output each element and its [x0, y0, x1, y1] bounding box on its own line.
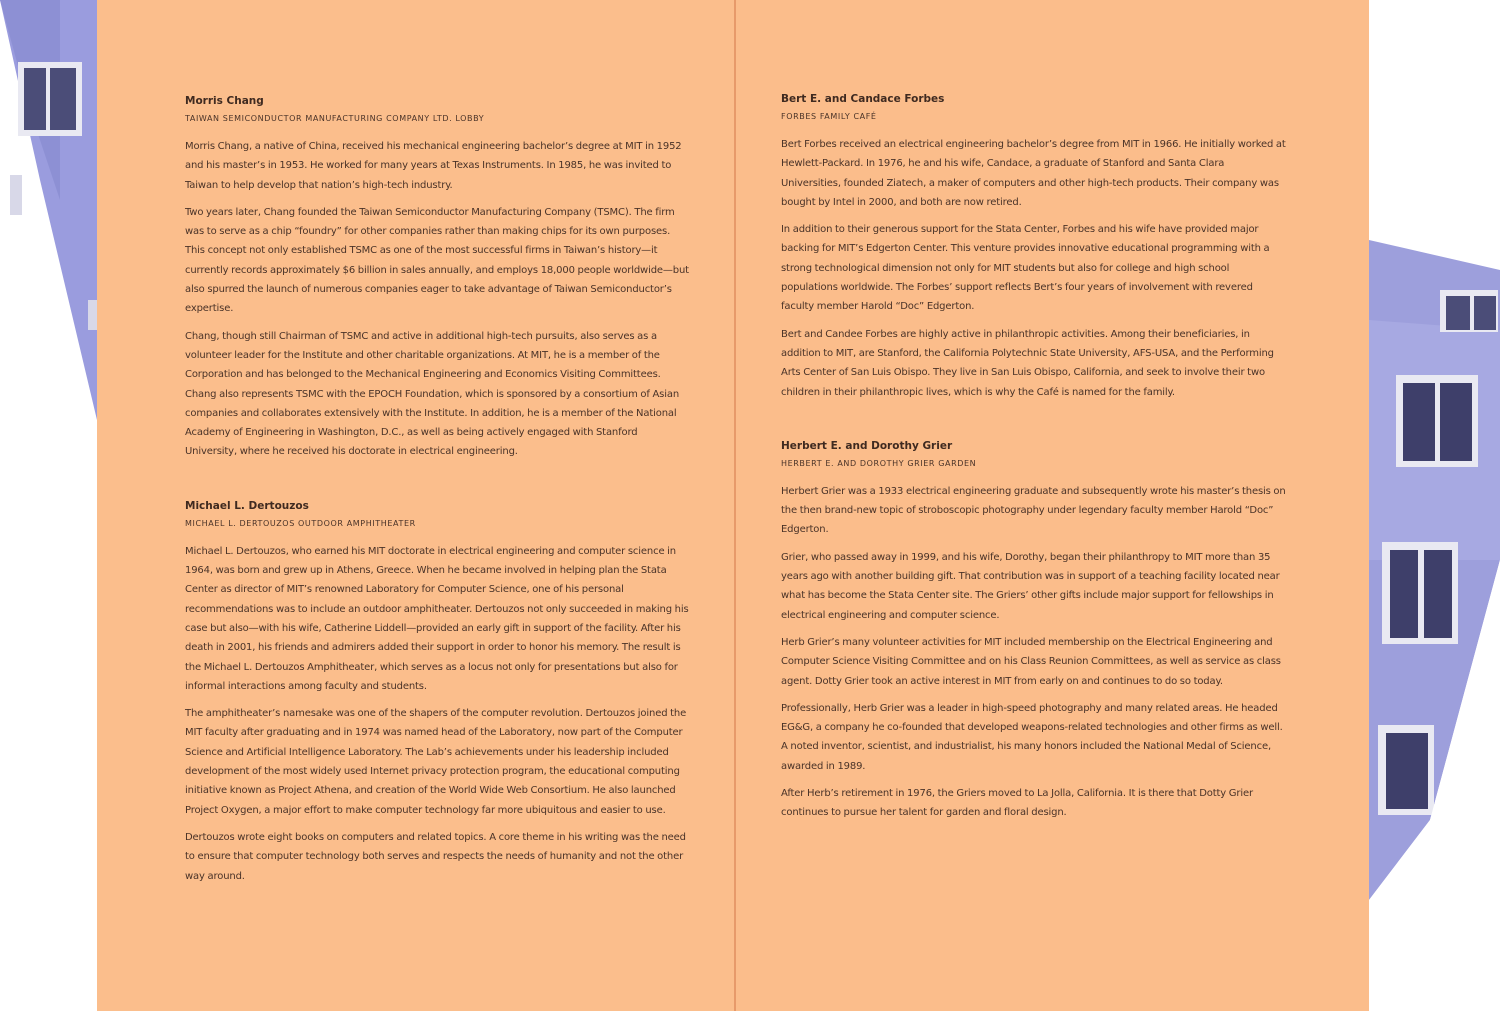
left-window-icon [18, 62, 82, 136]
left-column [185, 95, 690, 906]
section-subtitle: MICHAEL L. DERTOUZOS OUTDOOR AMPHITHEATER [185, 518, 416, 528]
paragraph: Herb Grier’s many volunteer activities for MIT included membership on the Electrical Engineering and Computer Science Visiting Committee and on his Class Reunion Committees, as well as service as class agent. Dotty Grier took an active interest in MIT from early on and continues to do so today. [781, 636, 1281, 687]
page-spine [734, 0, 736, 1011]
section-title: Michael L. Dertouzos [185, 499, 309, 512]
section-subtitle: TAIWAN SEMICONDUCTOR MANUFACTURING COMPANY LTD. LOBBY [185, 114, 485, 123]
right-column [781, 93, 1286, 843]
paragraph: After Herb’s retirement in 1976, the Griers moved to La Jolla, California. It is there that Dotty Grier continues to pursue her talent for garden and floral design. [781, 788, 1253, 819]
paragraph: Professionally, Herb Grier was a leader in high-speed photography and many related areas. He headed EG&G, a company he co-founded that developed weapons-related technologies and other firms as well. A noted inventor, scientist, and industrialist, his many honors included the National Medal of Science, awarded in 1989. [781, 702, 1283, 772]
section-title: Morris Chang [185, 95, 264, 107]
section-grier [781, 440, 1286, 823]
section-forbes [781, 93, 1286, 402]
paragraph: The amphitheater’s namesake was one of the shapers of the computer revolution. Dertouzos joined the MIT faculty after graduating and in 1974 was named head of the Laboratory, now part of the Computer Science and Artificial Intelligence Laboratory. The Lab’s achievements under his leadership included development of the most widely used Internet privacy protection program, the educational computing initiative known as Project Athena, and creation of the World Wide Web Consortium. He also launched Project Oxygen, a major effort to make computer technology far more ubiquitous and easier to use. [185, 708, 687, 816]
paragraph: Dertouzos wrote eight books on computers and related topics. A core theme in his writing was the need to ensure that computer technology both serves and respects the needs of humanity and not the other way around. [185, 831, 686, 882]
paragraph: Herbert Grier was a 1933 electrical engineering graduate and subsequently wrote his master’s thesis on the then brand-new topic of stroboscopic photography under legendary faculty member Harold “Doc” Edgerton. [781, 485, 1286, 536]
paragraph: Michael L. Dertouzos, who earned his MIT doctorate in electrical engineering and computer science in 1964, was born and grew up in Athens, Greece. When he became involved in helping plan the Stata Center as director of MIT’s renowned Laboratory for Computer Science, one of his personal recommendations was to include an outdoor amphitheater. Dertouzos not only succeeded in making his case but also—with his wife, Catherine Liddell—provided an early gift in support of the facility. After his death in 2001, his friends and admirers added their support in order to honor his memory. The result is the Michael L. Dertouzos Amphitheater, which serves as a locus not only for presentations but also for informal interactions among faculty and students. [185, 545, 689, 692]
section-subtitle: FORBES FAMILY CAFÉ [781, 112, 877, 121]
section-morris-chang [185, 95, 690, 462]
section-title: Bert E. and Candace Forbes [781, 93, 945, 105]
section-title: Herbert E. and Dorothy Grier [781, 439, 953, 452]
right-window-icon [1440, 290, 1498, 332]
paragraph: In addition to their generous support for the Stata Center, Forbes and his wife have provided major backing for MIT’s Edgerton Center. This venture provides innovative educational programming with a strong technological dimension not only for MIT students but also for college and high school populations worldwide. The Forbes’ support reflects Bert’s four years of involvement with revered faculty member Harold “Doc” Edgerton. [781, 224, 1270, 313]
paragraph: Chang, though still Chairman of TSMC and active in additional high-tech pursuits, also serves as a volunteer leader for the Institute and other charitable organizations. At MIT, he is a member of the Corporation and has belonged to the Mechanical Engineering and Economics Visiting Committees. Chang also represents TSMC with the EPOCH Foundation, which is sponsored by a consortium of Asian companies and collaborates extensively with the Institute. In addition, he is a member of the National Academy of Engineering in Washington, D.C., as well as being actively engaged with Stanford University, where he received his doctorate in electrical engineering. [185, 330, 680, 458]
section-subtitle: HERBERT E. AND DOROTHY GRIER GARDEN [781, 458, 977, 468]
paragraph: Bert and Candee Forbes are highly active in philanthropic activities. Among their beneficiaries, in addition to MIT, are Stanford, the California Polytechnic State University, AFS-USA, and the Performing Arts Center of San Luis Obispo. They live in San Luis Obispo, California, and seek to involve their two children in their philanthropic lives, which is why the Café is named for the family. [781, 328, 1274, 398]
paragraph: Grier, who passed away in 1999, and his wife, Dorothy, began their philanthropy to MIT more than 35 years ago with another building gift. That contribution was in support of a teaching facility located near what has become the Stata Center site. The Griers’ other gifts include major support for fellowships in electrical engineering and computer science. [781, 551, 1280, 621]
paragraph: Two years later, Chang founded the Taiwan Semiconductor Manufacturing Company (TSMC). The firm was to serve as a chip “foundry” for other companies rather than making chips for its own purposes. This concept not only established TSMC as one of the most successful firms in Taiwan’s history—it currently records approximately $6 billion in sales annually, and employs 18,000 people worldwide—but also spurred the launch of numerous companies eager to take advantage of Taiwan Semiconductor’s expertise. [185, 206, 689, 315]
paragraph: Bert Forbes received an electrical engineering bachelor’s degree from MIT in 1966. He initially worked at Hewlett-Packard. In 1976, he and his wife, Candace, a graduate of Stanford and Santa Clara Universities, founded Ziatech, a maker of computers and other high-tech products. Their company was bought by Intel in 2000, and both are now retired. [781, 139, 1286, 208]
section-michael-dertouzos [185, 500, 690, 886]
paragraph: Morris Chang, a native of China, received his mechanical engineering bachelor’s degree at MIT in 1952 and his master’s in 1953. He worked for many years at Texas Instruments. In 1985, he was invited to Taiwan to help develop that nation’s high-tech industry. [185, 141, 682, 191]
